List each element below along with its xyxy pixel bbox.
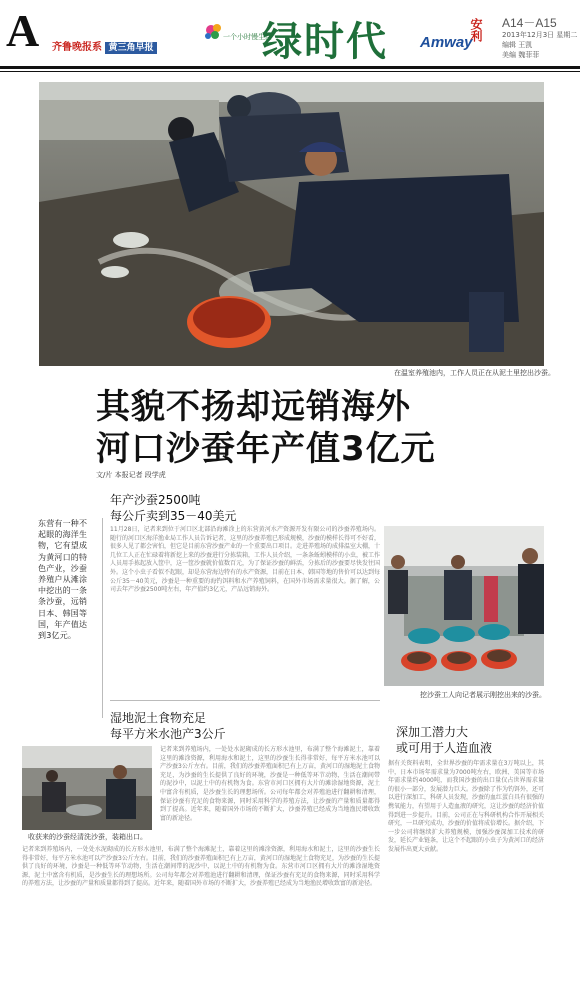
headline-line-2: 河口沙蚕年产值3亿元 (96, 429, 436, 469)
masthead-rule (0, 66, 580, 69)
section-2-heading (110, 710, 226, 742)
hero-caption: 在温室养殖池内，工作人员正在从泥土里挖出沙蚕。 (394, 369, 555, 377)
section-3-heading-b: 或可用于人造血液 (396, 741, 493, 755)
section-1-heading-b: 每公斤卖到35－40美元 (110, 509, 237, 523)
hero-photo (39, 82, 544, 366)
page-numbers: A14－A15 (502, 16, 557, 30)
section-1-heading (110, 492, 237, 524)
headline (96, 386, 436, 470)
section-3-body: 据有关资料表明，全世界沙蚕的年需求量在3万吨以上，其中，日本市场年需求量为7000吨左右，欧洲、美国等市场年需求量约4000吨，而我国沙蚕的出口量仅占世界需求量的很小一部分，发展潜力巨大。沙蚕除了作为钓饵外，还可以进行深加工，科研人员发现，沙蚕的血红蛋白具有很强的携氧能力，有望用于人造血液的研究，这让沙蚕的经济价值得到进一步提升。目前，公司正在与科研机构合作开展相关研究，一旦研究成功，沙蚕的价值将成倍增长。据介绍，下一步公司将继续扩大养殖规模，加强沙蚕深加工技术的研发，延长产业链条，让这个不起眼的小虫子为黄河口的经济发展作出更大贡献。 (388, 760, 545, 853)
section-2-body-continued: 记者来到养殖场内，一处处水泥砌成的长方形水池里，布满了整个海滩泥土，靠着这里的滩涂资源，利用海水和泥土，这里的沙蚕生长得非常好，每平方米水池可以产沙蚕3公斤左右。目前，我们的沙蚕养殖面积已有上万亩，黄河口的湿地泥土食物充足，为沙蚕的生长提供了良好的环境，沙蚕是一种低等环节动物，生活在潮间带的泥沙中，以泥土中的有机物为食。东营市河口区拥有大片的滩涂湿地资源，泥土中富含有机质，是沙蚕生长的理想场所。公司每年都会对养殖池进行翻耕和清理，保证沙蚕有充足的食物来源，同时采用科学的养殖方法，让沙蚕的产量和质量都得到了提高。近年来，随着国外市场的不断扩大，沙蚕养殖已经成为当地渔民增收致富的新途径。 (22, 846, 380, 888)
masthead-rule-thin (0, 71, 580, 72)
section-3-heading (396, 724, 492, 756)
section-logo-icon (203, 22, 272, 50)
section-divider (110, 700, 380, 701)
issue-meta (502, 30, 577, 60)
issue-date: 2013年12月3日 星期二 (502, 31, 578, 39)
section-1-heading-a: 年产沙蚕2500吨 (110, 493, 201, 507)
section-3-heading-a: 深加工潜力大 (396, 725, 469, 739)
byline: 文/片 本报记者 段学虎 (96, 471, 166, 479)
washing-photo (22, 746, 152, 830)
workers-photo-caption: 挖沙蚕工人向记者展示刚挖出来的沙蚕。 (420, 691, 546, 699)
brand-name: 齐鲁晚报系 (52, 42, 102, 53)
sponsor-logo: Amway (420, 34, 473, 51)
section-letter: A (6, 5, 40, 56)
section-1-body: 11月28日，记者来到位于河口区北部沿海滩涂上的东营黄河水产资源开发有限公司的沙蚕养殖场内。随行的河口区海洋渔业局工作人员告诉记者，这里的沙蚕养殖已形成规模，沙蚕的模样长得可不好看，很多人见了都会害怕，但它是目前东营沙蚕产业的一个重要出口项目。走进养殖场的成排温室大棚，十几位工人正在忙碌着将新挖上来的沙蚕进行分拣装箱，工作人员介绍，一条条蚯蚓模样的小虫，被工作人员用手拣起放入筐中，这一筐沙蚕就价值数百元，为了保证沙蚕的鲜活，分拣后的沙蚕要尽快发往国外。这个小虫子看似不起眼，却是东营海边特有的水产资源，目前在日本、韩国等地的售价可以达到每公斤35－40美元，沙蚕是一种重要的海钓饵料和水产养殖饲料，在国外市场需求量很大。据了解，公司去年产沙蚕2500吨左右，年产值约3亿元，产品远销海外。 (110, 526, 381, 594)
sponsor-cn: 安利 (469, 18, 483, 42)
newspaper-brand (52, 38, 157, 52)
editor: 编辑 王凯 (502, 41, 533, 49)
column-divider (102, 518, 103, 718)
logo-text: 一个小时慢生活 (223, 33, 272, 41)
brand-sub: 黄三角早报 (105, 42, 156, 54)
lead-paragraph: 东营有一种不起眼的海洋生物，它有望成为黄河口的特色产业，沙蚕养殖户从滩涂中挖出的一条条沙蚕，远销日本、韩国等国，年产值达到3亿元。 (38, 519, 88, 641)
section-2-heading-b: 每平方米水池产3公斤 (110, 727, 226, 741)
page-title: 绿时代 (262, 19, 388, 65)
section-2-heading-a: 湿地泥土食物充足 (110, 711, 207, 725)
headline-line-1: 其貌不扬却远销海外 (96, 387, 411, 427)
section-2-body: 记者来到养殖场内，一处处水泥砌成的长方形水池里，布满了整个海滩泥土，靠着这里的滩涂资源，利用海水和泥土，这里的沙蚕生长得非常好，每平方米水池可以产沙蚕3公斤左右。目前，我们的沙蚕养殖面积已有上万亩，黄河口的湿地泥土食物充足，为沙蚕的生长提供了良好的环境，沙蚕是一种低等环节动物，生活在潮间带的泥沙中，以泥土中的有机物为食。东营市河口区拥有大片的滩涂湿地资源，泥土中富含有机质，是沙蚕生长的理想场所。公司每年都会对养殖池进行翻耕和清理，保证沙蚕有充足的食物来源，同时采用科学的养殖方法，让沙蚕的产量和质量都得到了提高。近年来，随着国外市场的不断扩大，沙蚕养殖已经成为当地渔民增收致富的新途径。 (160, 746, 380, 822)
designer: 美编 魏菲菲 (502, 51, 540, 59)
workers-photo (384, 526, 544, 686)
washing-photo-caption: 收获来的沙蚕经清洗沙蚕，装箱出口。 (28, 833, 147, 841)
